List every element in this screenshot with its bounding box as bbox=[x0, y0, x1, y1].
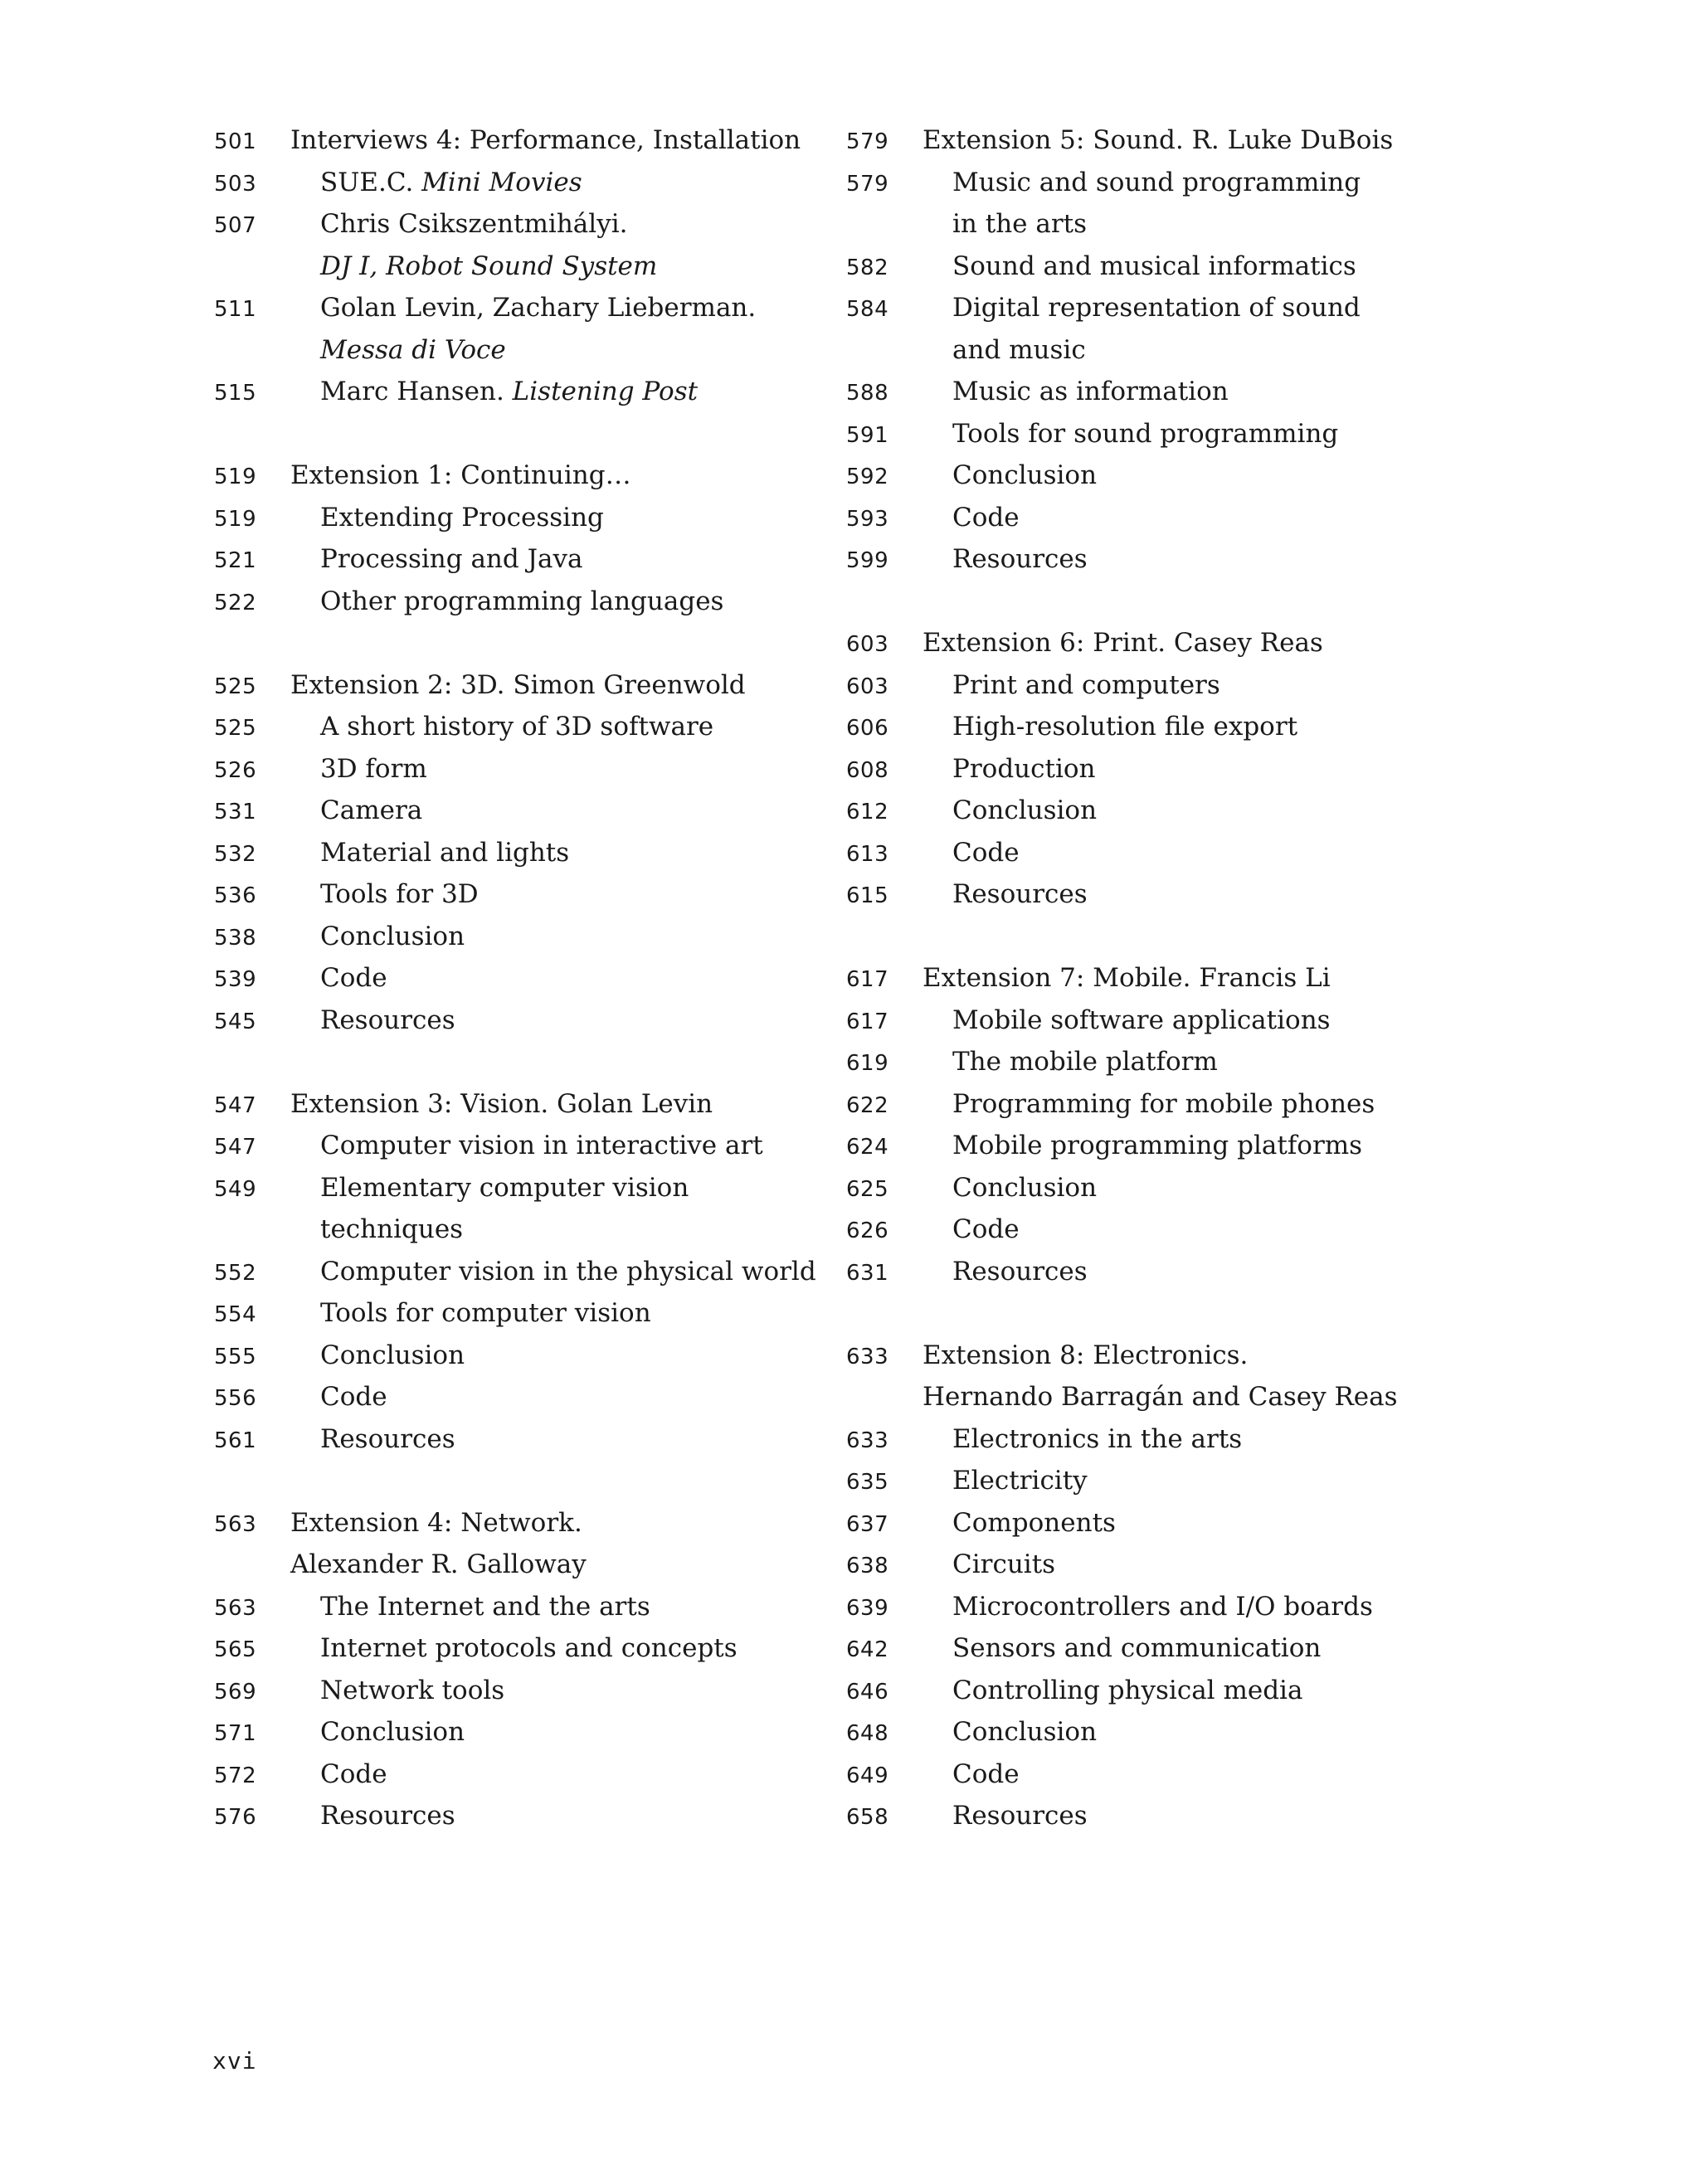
toc-entry-title bbox=[923, 622, 1323, 664]
toc-entry-title bbox=[923, 371, 1229, 413]
toc-page-number: 555 bbox=[214, 1344, 257, 1369]
toc-title-text: Conclusion bbox=[320, 1340, 465, 1370]
toc-title-text: Marc Hansen. bbox=[320, 377, 513, 406]
toc-entry bbox=[214, 1586, 820, 1628]
toc-page-number: 554 bbox=[214, 1302, 257, 1327]
toc-title-text: techniques bbox=[320, 1214, 464, 1244]
toc-page-number: 622 bbox=[846, 1092, 889, 1118]
toc-page-number: 536 bbox=[214, 883, 257, 908]
toc-entry-title bbox=[290, 1754, 387, 1796]
toc-entry bbox=[846, 1795, 1477, 1837]
toc-chapter-heading bbox=[846, 957, 1477, 1000]
toc-entry-title bbox=[290, 1795, 455, 1837]
toc-entry-title bbox=[923, 1209, 1020, 1251]
toc-title-text: Golan Levin, Zachary Lieberman. bbox=[320, 293, 757, 323]
toc-page-number: 613 bbox=[846, 841, 889, 867]
toc-entry-title bbox=[923, 1167, 1097, 1209]
toc-title-text: Digital representation of sound bbox=[952, 293, 1361, 323]
toc-page-number: 549 bbox=[214, 1176, 257, 1202]
toc-entry-title bbox=[290, 1209, 463, 1251]
toc-page-number: 501 bbox=[214, 129, 257, 154]
toc-title-text: Electronics in the arts bbox=[952, 1423, 1243, 1454]
toc-page-number: 552 bbox=[214, 1260, 257, 1286]
toc-entry bbox=[214, 162, 820, 204]
toc-entry-title bbox=[290, 790, 422, 832]
toc-title-text: Production bbox=[952, 753, 1096, 784]
toc-page-number: 507 bbox=[214, 213, 257, 238]
toc-entry bbox=[846, 371, 1477, 413]
toc-title-italic: Messa di Voce bbox=[320, 334, 506, 365]
toc-title-text: Tools for sound programming bbox=[952, 418, 1339, 449]
toc-page-number: 593 bbox=[846, 506, 889, 532]
toc-title-text: Conclusion bbox=[952, 1172, 1098, 1203]
toc-page-number: 658 bbox=[846, 1805, 889, 1830]
toc-title-text: Elementary computer vision bbox=[320, 1172, 689, 1203]
toc-page-number: 637 bbox=[846, 1511, 889, 1537]
toc-page-number: 603 bbox=[846, 674, 889, 699]
toc-entry-title bbox=[290, 748, 427, 790]
toc-title-text: A short history of 3D software bbox=[320, 712, 714, 742]
toc-entry-title bbox=[923, 873, 1088, 916]
toc-entry-title bbox=[923, 706, 1297, 748]
toc-entry-title bbox=[923, 1627, 1321, 1670]
toc-page-number: 608 bbox=[846, 757, 889, 783]
toc-entry bbox=[214, 1754, 820, 1796]
toc-column-left bbox=[214, 119, 820, 1837]
toc-entry-title bbox=[290, 1376, 387, 1418]
toc-title-text: and music bbox=[952, 334, 1086, 365]
toc-page-number: 612 bbox=[846, 800, 889, 824]
toc-title-text: Code bbox=[952, 502, 1020, 533]
toc-title-text: Mobile programming platforms bbox=[952, 1131, 1363, 1160]
toc-page-number: 617 bbox=[846, 1009, 889, 1034]
toc-entry-title bbox=[923, 1754, 1020, 1796]
toc-entry-title bbox=[290, 957, 387, 1000]
toc-title-text: Code bbox=[952, 837, 1020, 868]
toc-entry bbox=[846, 287, 1477, 329]
toc-entry bbox=[214, 1335, 820, 1377]
toc-entry bbox=[214, 329, 820, 372]
toc-entry-title bbox=[923, 957, 1331, 1000]
toc-entry bbox=[846, 1418, 1477, 1461]
toc-page-number: 584 bbox=[846, 297, 889, 322]
toc-entry bbox=[846, 706, 1477, 748]
toc-chapter-heading bbox=[846, 1376, 1477, 1418]
toc-entry-title bbox=[923, 1335, 1248, 1377]
toc-title-text: Resources bbox=[320, 1004, 455, 1035]
toc-entry bbox=[846, 1670, 1477, 1712]
toc-entry-title bbox=[923, 1376, 1398, 1418]
toc-entry-title bbox=[923, 790, 1097, 832]
toc-page-number: 592 bbox=[846, 465, 889, 489]
toc-entry-title bbox=[290, 664, 746, 707]
toc-entry-title bbox=[290, 203, 627, 246]
toc-title-text: Chris Csikszentmihályi. bbox=[320, 209, 628, 239]
toc-entry-title bbox=[923, 748, 1096, 790]
toc-entry bbox=[214, 1670, 820, 1712]
toc-entry bbox=[846, 832, 1477, 874]
toc-title-text: Code bbox=[320, 1758, 387, 1789]
toc-page-number: 561 bbox=[214, 1428, 257, 1453]
toc-entry-title bbox=[290, 706, 713, 748]
toc-entry bbox=[214, 1251, 820, 1293]
toc-chapter-heading bbox=[846, 119, 1477, 162]
toc-entry-title bbox=[923, 203, 1087, 246]
toc-chapter-heading bbox=[214, 1544, 820, 1586]
toc-title-text: Extension 3: Vision. Golan Levin bbox=[290, 1088, 713, 1119]
toc-page-number: 579 bbox=[846, 171, 889, 197]
toc-entry-title bbox=[923, 1083, 1375, 1126]
toc-page-number: 633 bbox=[846, 1428, 889, 1453]
toc-entry bbox=[214, 706, 820, 748]
toc-entry bbox=[846, 1125, 1477, 1167]
toc-title-text: Camera bbox=[320, 795, 423, 825]
toc-page-number: 619 bbox=[846, 1051, 889, 1076]
toc-entry bbox=[214, 1711, 820, 1754]
toc-entry bbox=[214, 748, 820, 790]
toc-entry-title bbox=[923, 1041, 1218, 1083]
toc-entry-title bbox=[923, 1000, 1331, 1042]
toc-title-text: Processing and Java bbox=[320, 544, 583, 574]
toc-entry bbox=[846, 1041, 1477, 1083]
toc-entry-title bbox=[923, 1586, 1373, 1628]
toc-page-number: 556 bbox=[214, 1386, 257, 1411]
toc-page-number: 625 bbox=[846, 1176, 889, 1202]
page-number-folio: xvi bbox=[212, 2047, 257, 2075]
toc-page-number: 532 bbox=[214, 841, 257, 867]
toc-page-number: 547 bbox=[214, 1135, 257, 1160]
toc-entry-title bbox=[923, 1251, 1088, 1293]
toc-title-text: Hernando Barragán and Casey Reas bbox=[923, 1382, 1398, 1412]
toc-column-right bbox=[846, 119, 1477, 1837]
toc-entry-title bbox=[923, 1711, 1097, 1754]
toc-page-number: 642 bbox=[846, 1637, 889, 1662]
toc-entry-title bbox=[290, 119, 801, 162]
toc-title-text: Mobile software applications bbox=[952, 1004, 1331, 1035]
toc-entry-title bbox=[923, 664, 1220, 707]
toc-title-text: Conclusion bbox=[952, 460, 1098, 490]
toc-entry bbox=[214, 1209, 820, 1251]
toc-title-text: Code bbox=[320, 963, 387, 993]
toc-page-number: 603 bbox=[846, 632, 889, 657]
toc-entry bbox=[846, 1167, 1477, 1209]
toc-entry bbox=[846, 162, 1477, 204]
toc-title-text: Controlling physical media bbox=[952, 1675, 1303, 1705]
toc-title-text: Extension 5: Sound. R. Luke DuBois bbox=[923, 125, 1394, 155]
toc-entry-title bbox=[923, 1460, 1088, 1502]
toc-page-number: 525 bbox=[214, 674, 257, 699]
toc-entry bbox=[214, 1000, 820, 1042]
toc-title-text: Extending Processing bbox=[320, 502, 604, 533]
toc-title-text: Resources bbox=[952, 1801, 1088, 1831]
toc-entry-title bbox=[290, 497, 604, 539]
toc-entry-title bbox=[290, 1292, 651, 1335]
toc-entry bbox=[846, 413, 1477, 455]
toc-entry-title bbox=[290, 538, 583, 581]
toc-chapter-heading bbox=[214, 119, 820, 162]
toc-entry-title bbox=[923, 162, 1361, 204]
toc-title-text: Components bbox=[952, 1507, 1116, 1538]
toc-entry bbox=[214, 1376, 820, 1418]
toc-entry-title bbox=[290, 329, 506, 372]
toc-entry-title bbox=[290, 1502, 582, 1544]
toc-entry-title bbox=[290, 1335, 465, 1377]
toc-entry bbox=[846, 246, 1477, 288]
toc-title-text: Alexander R. Galloway bbox=[290, 1549, 587, 1579]
toc-entry-title bbox=[290, 1125, 763, 1167]
toc-entry bbox=[214, 1627, 820, 1670]
toc-entry-title bbox=[923, 1670, 1302, 1712]
toc-page-number: 633 bbox=[846, 1344, 889, 1369]
toc-page-number: 519 bbox=[214, 465, 257, 489]
toc-page-number: 635 bbox=[846, 1470, 889, 1495]
toc-page-number: 571 bbox=[214, 1721, 257, 1746]
toc-title-text: Extension 7: Mobile. Francis Li bbox=[923, 963, 1331, 993]
toc-page-number: 545 bbox=[214, 1009, 257, 1034]
toc-entry-title bbox=[290, 1670, 504, 1712]
toc-title-text: Resources bbox=[952, 1256, 1088, 1287]
toc-entry bbox=[846, 664, 1477, 707]
toc-entry-title bbox=[290, 1167, 689, 1209]
toc-title-text: Tools for 3D bbox=[320, 879, 479, 909]
toc-title-text: Conclusion bbox=[952, 1717, 1098, 1747]
toc-entry bbox=[214, 1167, 820, 1209]
toc-page-number: 588 bbox=[846, 381, 889, 406]
toc-entry-title bbox=[290, 1000, 455, 1042]
toc-title-text: High-resolution file export bbox=[952, 712, 1298, 742]
toc-title-text: Resources bbox=[952, 544, 1088, 574]
toc-entry bbox=[846, 1209, 1477, 1251]
toc-entry-title bbox=[923, 413, 1338, 455]
toc-entry bbox=[846, 1000, 1477, 1042]
toc-title-text: Resources bbox=[320, 1801, 455, 1831]
toc-page-number: 511 bbox=[214, 297, 257, 322]
toc-entry-title bbox=[923, 1502, 1116, 1544]
toc-title-text: Circuits bbox=[952, 1549, 1056, 1579]
toc-chapter-heading bbox=[214, 664, 820, 707]
toc-page-number: 631 bbox=[846, 1260, 889, 1286]
toc-entry bbox=[214, 581, 820, 623]
toc-title-italic: Mini Movies bbox=[421, 167, 582, 197]
toc-page-number: 563 bbox=[214, 1511, 257, 1537]
toc-page-number: 569 bbox=[214, 1679, 257, 1705]
toc-entry bbox=[214, 538, 820, 581]
toc-page-number: 522 bbox=[214, 590, 257, 615]
toc-title-italic: Listening Post bbox=[512, 377, 699, 406]
toc-entry bbox=[214, 203, 820, 246]
toc-entry bbox=[846, 455, 1477, 497]
toc-title-text: Other programming languages bbox=[320, 586, 724, 616]
toc-page-number: 531 bbox=[214, 800, 257, 824]
toc-page-number: 538 bbox=[214, 925, 257, 951]
toc-title-text: Internet protocols and concepts bbox=[320, 1633, 738, 1663]
toc-entry bbox=[846, 1754, 1477, 1796]
toc-entry bbox=[846, 748, 1477, 790]
toc-title-text: Interviews 4: Performance, Installation bbox=[290, 125, 801, 155]
toc-page-number: 579 bbox=[846, 129, 889, 154]
toc-title-text: Code bbox=[320, 1382, 387, 1412]
toc-chapter-heading bbox=[846, 1335, 1477, 1377]
toc-page-number: 525 bbox=[214, 716, 257, 741]
toc-chapter-heading bbox=[214, 1083, 820, 1126]
toc-title-text: Music and sound programming bbox=[952, 167, 1361, 197]
toc-page-number: 515 bbox=[214, 381, 257, 406]
toc-title-text: Computer vision in interactive art bbox=[320, 1131, 763, 1160]
toc-entry bbox=[214, 832, 820, 874]
toc-entry bbox=[846, 790, 1477, 832]
toc-page-number: 617 bbox=[846, 967, 889, 992]
toc-title-text: Conclusion bbox=[320, 1717, 465, 1747]
toc-entry-title bbox=[923, 329, 1086, 372]
toc-title-text: Extension 6: Print. Casey Reas bbox=[923, 628, 1323, 658]
toc-title-text: Music as information bbox=[952, 377, 1229, 406]
toc-page-number: 638 bbox=[846, 1554, 889, 1578]
toc-title-text: Resources bbox=[952, 879, 1088, 909]
toc-title-text: The Internet and the arts bbox=[320, 1591, 650, 1622]
toc-entry bbox=[846, 203, 1477, 246]
toc-entry-title bbox=[923, 287, 1361, 329]
toc-entry bbox=[846, 1586, 1477, 1628]
toc-chapter-heading bbox=[846, 622, 1477, 664]
toc-entry bbox=[214, 1292, 820, 1335]
toc-entry-title bbox=[290, 371, 698, 413]
toc-entry-title bbox=[923, 538, 1088, 581]
toc-entry-title bbox=[290, 1251, 816, 1293]
toc-entry bbox=[214, 1125, 820, 1167]
toc-title-text: Network tools bbox=[320, 1675, 505, 1705]
toc-entry-title bbox=[290, 1627, 738, 1670]
toc-page-number: 519 bbox=[214, 506, 257, 532]
toc-entry-title bbox=[923, 455, 1097, 497]
toc-entry-title bbox=[290, 581, 723, 623]
toc-title-text: Sensors and communication bbox=[952, 1633, 1322, 1663]
toc-entry-title bbox=[290, 1544, 587, 1586]
toc-page-number: 646 bbox=[846, 1679, 889, 1705]
toc-title-text: Computer vision in the physical world bbox=[320, 1256, 816, 1287]
toc-page-number: 639 bbox=[846, 1595, 889, 1621]
toc-title-text: Electricity bbox=[952, 1466, 1088, 1496]
toc-entry bbox=[214, 873, 820, 916]
toc-entry bbox=[846, 1460, 1477, 1502]
toc-entry-title bbox=[923, 832, 1020, 874]
toc-title-text: The mobile platform bbox=[952, 1047, 1218, 1077]
toc-entry bbox=[214, 287, 820, 329]
toc-entry-title bbox=[923, 1795, 1088, 1837]
toc-title-text: SUE.C. bbox=[320, 167, 422, 197]
toc-page-number: 606 bbox=[846, 716, 889, 741]
toc-chapter-heading bbox=[214, 455, 820, 497]
toc-title-text: in the arts bbox=[952, 209, 1088, 239]
toc-entry bbox=[846, 538, 1477, 581]
toc-page-number: 591 bbox=[846, 422, 889, 448]
toc-entry-title bbox=[290, 162, 582, 204]
toc-title-text: Conclusion bbox=[952, 795, 1098, 825]
toc-title-text: Code bbox=[952, 1758, 1020, 1789]
toc-title-italic: DJ I, Robot Sound System bbox=[320, 251, 658, 281]
toc-entry bbox=[214, 246, 820, 288]
toc-page-number: 572 bbox=[214, 1763, 257, 1788]
toc-chapter-heading bbox=[214, 1502, 820, 1544]
toc-page-number: 547 bbox=[214, 1092, 257, 1118]
toc-entry-title bbox=[290, 455, 631, 497]
toc-entry bbox=[846, 1544, 1477, 1586]
toc-title-text: Extension 8: Electronics. bbox=[923, 1340, 1249, 1370]
toc-title-text: Extension 2: 3D. Simon Greenwold bbox=[290, 669, 746, 700]
toc-entry-title bbox=[290, 916, 465, 958]
toc-page-number: 626 bbox=[846, 1218, 889, 1243]
toc-entry-title bbox=[923, 119, 1393, 162]
toc-entry-title bbox=[923, 1125, 1362, 1167]
toc-title-text: Conclusion bbox=[320, 921, 465, 951]
toc-entry-title bbox=[923, 1418, 1242, 1461]
toc-page-number: 576 bbox=[214, 1805, 257, 1830]
toc-title-text: Tools for computer vision bbox=[320, 1298, 651, 1328]
toc-entry-title bbox=[290, 1711, 465, 1754]
toc-entry bbox=[214, 916, 820, 958]
toc-entry bbox=[214, 790, 820, 832]
toc-entry bbox=[214, 1418, 820, 1461]
toc-entry-title bbox=[923, 1544, 1055, 1586]
toc-entry bbox=[846, 329, 1477, 372]
toc-page-number: 526 bbox=[214, 757, 257, 783]
toc-entry-title bbox=[290, 832, 569, 874]
toc-page-number: 615 bbox=[846, 883, 889, 908]
toc-title-text: Material and lights bbox=[320, 837, 570, 868]
toc-page-number: 563 bbox=[214, 1595, 257, 1621]
toc-entry bbox=[214, 371, 820, 413]
toc-page-number: 599 bbox=[846, 548, 889, 573]
toc-entry bbox=[846, 1711, 1477, 1754]
toc-entry-title bbox=[290, 1418, 455, 1461]
toc-entry-title bbox=[290, 246, 657, 288]
toc-title-text: 3D form bbox=[320, 753, 427, 784]
toc-entry bbox=[214, 957, 820, 1000]
toc-entry bbox=[846, 1627, 1477, 1670]
toc-entry-title bbox=[923, 497, 1020, 539]
toc-entry-title bbox=[290, 873, 479, 916]
toc-page-number: 521 bbox=[214, 548, 257, 573]
toc-page-number: 565 bbox=[214, 1637, 257, 1662]
toc-page-number: 624 bbox=[846, 1135, 889, 1160]
toc-entry-title bbox=[923, 246, 1356, 288]
toc-entry-title bbox=[290, 1083, 713, 1126]
toc-title-text: Resources bbox=[320, 1423, 455, 1454]
toc-entry-title bbox=[290, 287, 756, 329]
toc-page-number: 503 bbox=[214, 171, 257, 197]
toc-entry bbox=[214, 1795, 820, 1837]
toc-title-text: Code bbox=[952, 1214, 1020, 1244]
toc-entry bbox=[846, 1502, 1477, 1544]
toc-title-text: Sound and musical informatics bbox=[952, 251, 1356, 281]
toc-entry bbox=[846, 1083, 1477, 1126]
toc-page-number: 649 bbox=[846, 1763, 889, 1788]
toc-title-text: Microcontrollers and I/O boards bbox=[952, 1591, 1373, 1622]
toc-entry bbox=[846, 873, 1477, 916]
toc-entry bbox=[214, 497, 820, 539]
toc-page-number: 648 bbox=[846, 1721, 889, 1746]
toc-title-text: Print and computers bbox=[952, 669, 1220, 700]
toc-entry bbox=[846, 1251, 1477, 1293]
toc-title-text: Programming for mobile phones bbox=[952, 1088, 1375, 1119]
toc-title-text: Extension 1: Continuing… bbox=[290, 460, 631, 490]
toc-page-number: 539 bbox=[214, 967, 257, 992]
toc-entry-title bbox=[290, 1586, 650, 1628]
toc-page-number: 582 bbox=[846, 255, 889, 280]
toc-title-text: Extension 4: Network. bbox=[290, 1507, 582, 1538]
toc-entry bbox=[846, 497, 1477, 539]
